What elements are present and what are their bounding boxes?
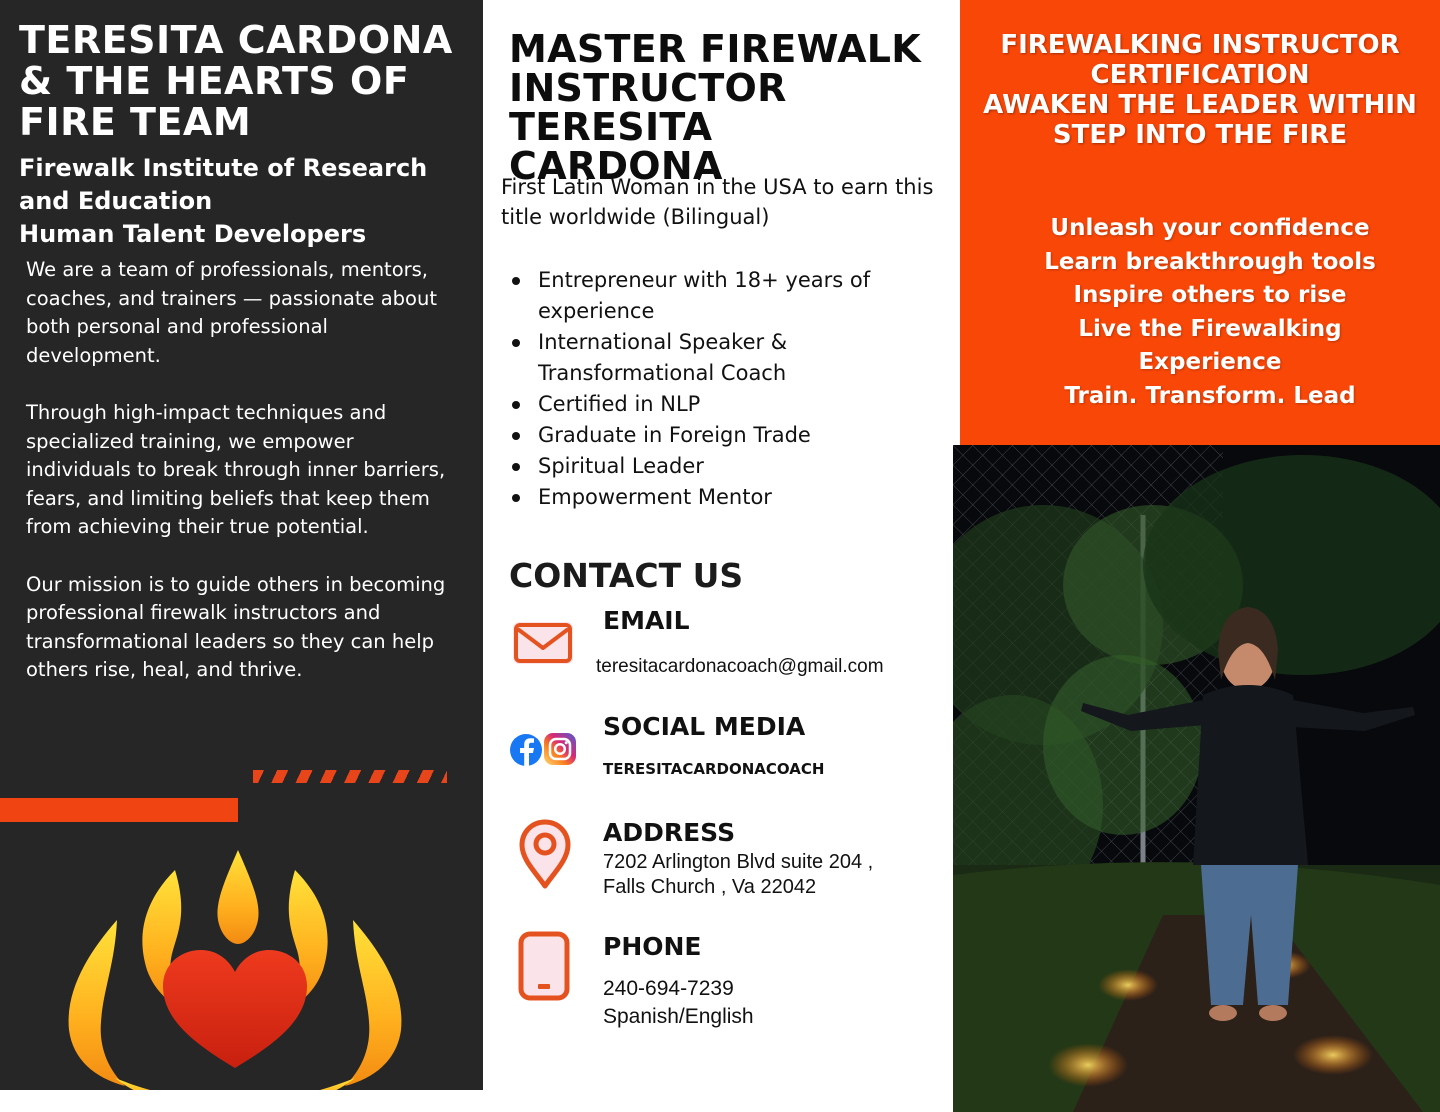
certification-banner (960, 0, 1440, 445)
heart-flames-icon (55, 840, 415, 1090)
benefits-list (970, 212, 1440, 413)
social-handle-link[interactable]: TERESITACARDONACOACH (603, 760, 825, 778)
list-item: Unleash your confidence (1050, 215, 1370, 241)
address-line-1: 7202 Arlington Blvd suite 204 , (603, 851, 874, 873)
banner-line-1: FIREWALKING INSTRUCTOR (1000, 30, 1400, 60)
middle-panel (483, 0, 953, 1112)
team-title: TERESITA CARDONA & THE HEARTS OF FIRE TEAM (19, 18, 453, 144)
phone-number-link[interactable]: 240-694-7239 (603, 977, 734, 1000)
left-panel (0, 0, 483, 1090)
address-line-2: Falls Church , Va 22042 (603, 876, 817, 898)
subtitle-line-2: Human Talent Developers (19, 220, 367, 248)
credentials-list (538, 265, 938, 513)
certification-title (960, 30, 1440, 150)
phone-languages: Spanish/English (603, 1005, 754, 1028)
banner-line-2: CERTIFICATION (1090, 60, 1310, 90)
instagram-icon[interactable] (543, 732, 577, 766)
team-description (26, 256, 446, 714)
location-pin-icon (517, 818, 573, 890)
phone-label: PHONE (603, 932, 702, 961)
title-line-3: TERESITA CARDONA (509, 105, 723, 188)
envelope-icon (511, 620, 575, 666)
list-item: Live the Firewalking (1078, 315, 1342, 342)
list-item: Experience (1138, 349, 1282, 375)
list-item: Inspire others to rise (1073, 282, 1347, 308)
subtitle-line-1: Firewalk Institute of Research and Education (19, 154, 428, 215)
decorative-hatch-stripe (253, 770, 447, 783)
list-item: Train. Transform. Lead (1064, 382, 1356, 409)
paragraph-team: We are a team of professionals, mentors, coaches, and trainers — passionate about both personal and professional development. (26, 258, 437, 367)
contact-heading: CONTACT US (509, 556, 744, 595)
email-link[interactable]: teresitacardonacoach@gmail.com (596, 656, 884, 677)
organization-subtitle (19, 152, 479, 251)
firewalk-photo (953, 445, 1440, 1112)
list-item: Graduate in Foreign Trade (538, 420, 938, 451)
paragraph-techniques: Through high-impact techniques and specialized training, we empower individuals to break through inner barriers, fears, and limiting beliefs that keep them from achieving their true potential. (26, 400, 446, 539)
list-item: Entrepreneur with 18+ years of experience (538, 265, 938, 327)
social-media-label: SOCIAL MEDIA (603, 712, 806, 741)
address-text (603, 850, 873, 900)
list-item: Certified in NLP (538, 389, 938, 420)
address-label: ADDRESS (603, 818, 736, 847)
intro-text: First Latin Woman in the USA to earn this title worldwide (Bilingual) (501, 175, 934, 229)
instructor-title (509, 27, 939, 188)
banner-line-4: STEP INTO THE FIRE (1052, 120, 1348, 150)
list-item: Empowerment Mentor (538, 482, 938, 513)
firewalk-photo-illustration (953, 445, 1440, 1112)
list-item: International Speaker & Transformational Coach (538, 327, 938, 389)
list-item: Spiritual Leader (538, 451, 938, 482)
title-line-2: INSTRUCTOR (509, 66, 787, 110)
decorative-orange-bar (0, 798, 238, 822)
email-label: EMAIL (603, 606, 690, 635)
banner-line-3: AWAKEN THE LEADER WITHIN (983, 90, 1417, 120)
paragraph-mission: Our mission is to guide others in becoming professional firewalk instructors and transformational leaders so they can help others rise, heal, and thrive. (26, 572, 446, 682)
list-item: Learn breakthrough tools (1044, 248, 1376, 275)
title-line-1: MASTER FIREWALK (509, 27, 922, 71)
phone-icon (517, 930, 571, 1002)
